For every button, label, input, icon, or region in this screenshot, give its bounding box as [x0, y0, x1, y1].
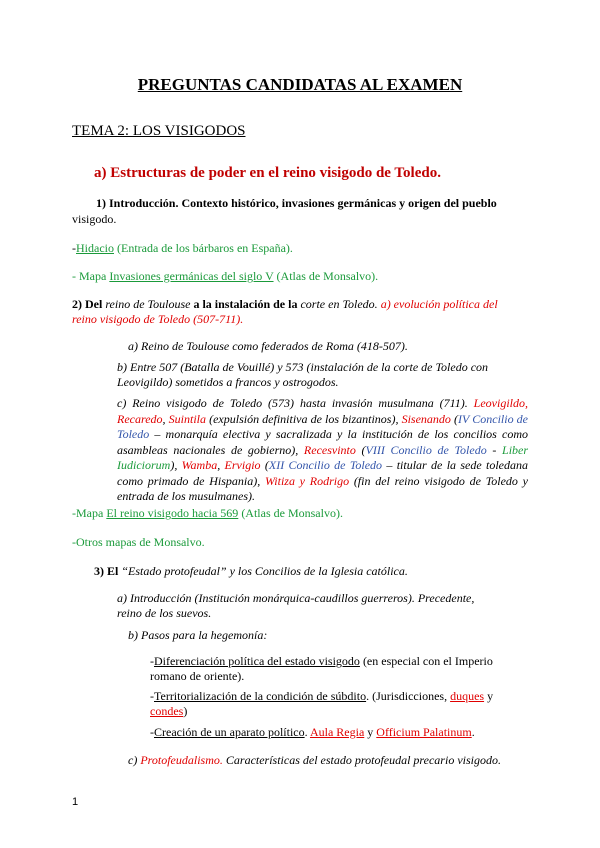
intro-cont: visigodo. [72, 212, 117, 226]
hidacio-link[interactable]: Hidacio [76, 241, 114, 255]
tema-heading: TEMA 2: LOS VISIGODOS [72, 123, 246, 139]
item-b-line1: b) Entre 507 (Batalla de Vouillé) y 573 (instalación de la corte de Toledo con [117, 360, 489, 374]
otros-mapas: -Otros mapas de Monsalvo. [72, 535, 205, 549]
section-2-cont: reino visigodo de Toledo (507-711). [72, 312, 244, 326]
mapa-reino-line: -Mapa El reino visigodo hacia 569 (Atlas de Monsalvo). [72, 506, 343, 520]
hidacio-line: -Hidacio (Entrada de los bárbaros en España). [72, 241, 293, 255]
territorializacion-cont: condes) [150, 704, 188, 718]
page-number: 1 [72, 796, 79, 808]
s3-item-a-line1: a) Introducción (Institución monárquica-caudillos guerreros). Precedente, [117, 591, 475, 605]
section-3-line: 3) El “Estado protofeudal” y los Concilios de la Iglesia católica. [94, 564, 408, 578]
section-a-heading: a) Estructuras de poder en el reino visigodo de Toledo. [94, 165, 441, 181]
intro-line: 1) Introducción. Contexto histórico, invasiones germánicas y origen del pueblo [96, 196, 497, 210]
section-2-line: 2) Del reino de Toulouse a la instalación de la corte en Toledo. a) evolución política del [72, 297, 498, 311]
creacion-line: -Creación de un aparato político. Aula Regia y Officium Palatinum. [150, 725, 475, 739]
diferenciacion-cont: romano de oriente). [150, 669, 245, 683]
s3-item-c: c) Protofeudalismo. Características del estado protofeudal precario visigodo. [128, 753, 501, 767]
item-c-paragraph: c) Reino visigodo de Toledo (573) hasta invasión musulmana (711). Leovigildo, Recaredo, Suintila (expulsión definitiva de los bizantinos), Sisenando (IV Concilio de Toledo – monarquía electiva y sacralizada y la institución de los concilios como asambleas nacionales de gobierno), Recesvinto (VIII Concilio de Toledo - Liber Iudiciorum), Wamba, Ervigio (XII Concilio de Toledo – titular de la sede toledana como primado de Hispania), Witiza y Rodrigo (fin del reino visigodo de Toledo y entrada de los musulmanes). [117, 396, 529, 503]
diferenciacion-line: -Diferenciación política del estado visigodo (en especial con el Imperio [150, 654, 493, 668]
page-title: PREGUNTAS CANDIDATAS AL EXAMEN [137, 75, 463, 94]
mapa-reino-link[interactable]: El reino visigodo hacia 569 [106, 506, 239, 520]
item-b-line2: Leovigildo) sometidos a francos y ostrogodos. [117, 375, 339, 389]
mapa-invasiones-line: - Mapa Invasiones germánicas del siglo V (Atlas de Monsalvo). [72, 269, 379, 283]
item-a: a) Reino de Toulouse como federados de Roma (418-507). [128, 339, 408, 353]
s3-item-b: b) Pasos para la hegemonía: [128, 628, 268, 642]
mapa-invasiones-link[interactable]: Invasiones germánicas del siglo V [109, 269, 274, 283]
territorializacion-line: -Territorialización de la condición de súbdito. (Jurisdicciones, duques y [150, 689, 494, 703]
s3-item-a-line2: reino de los suevos. [117, 606, 212, 620]
